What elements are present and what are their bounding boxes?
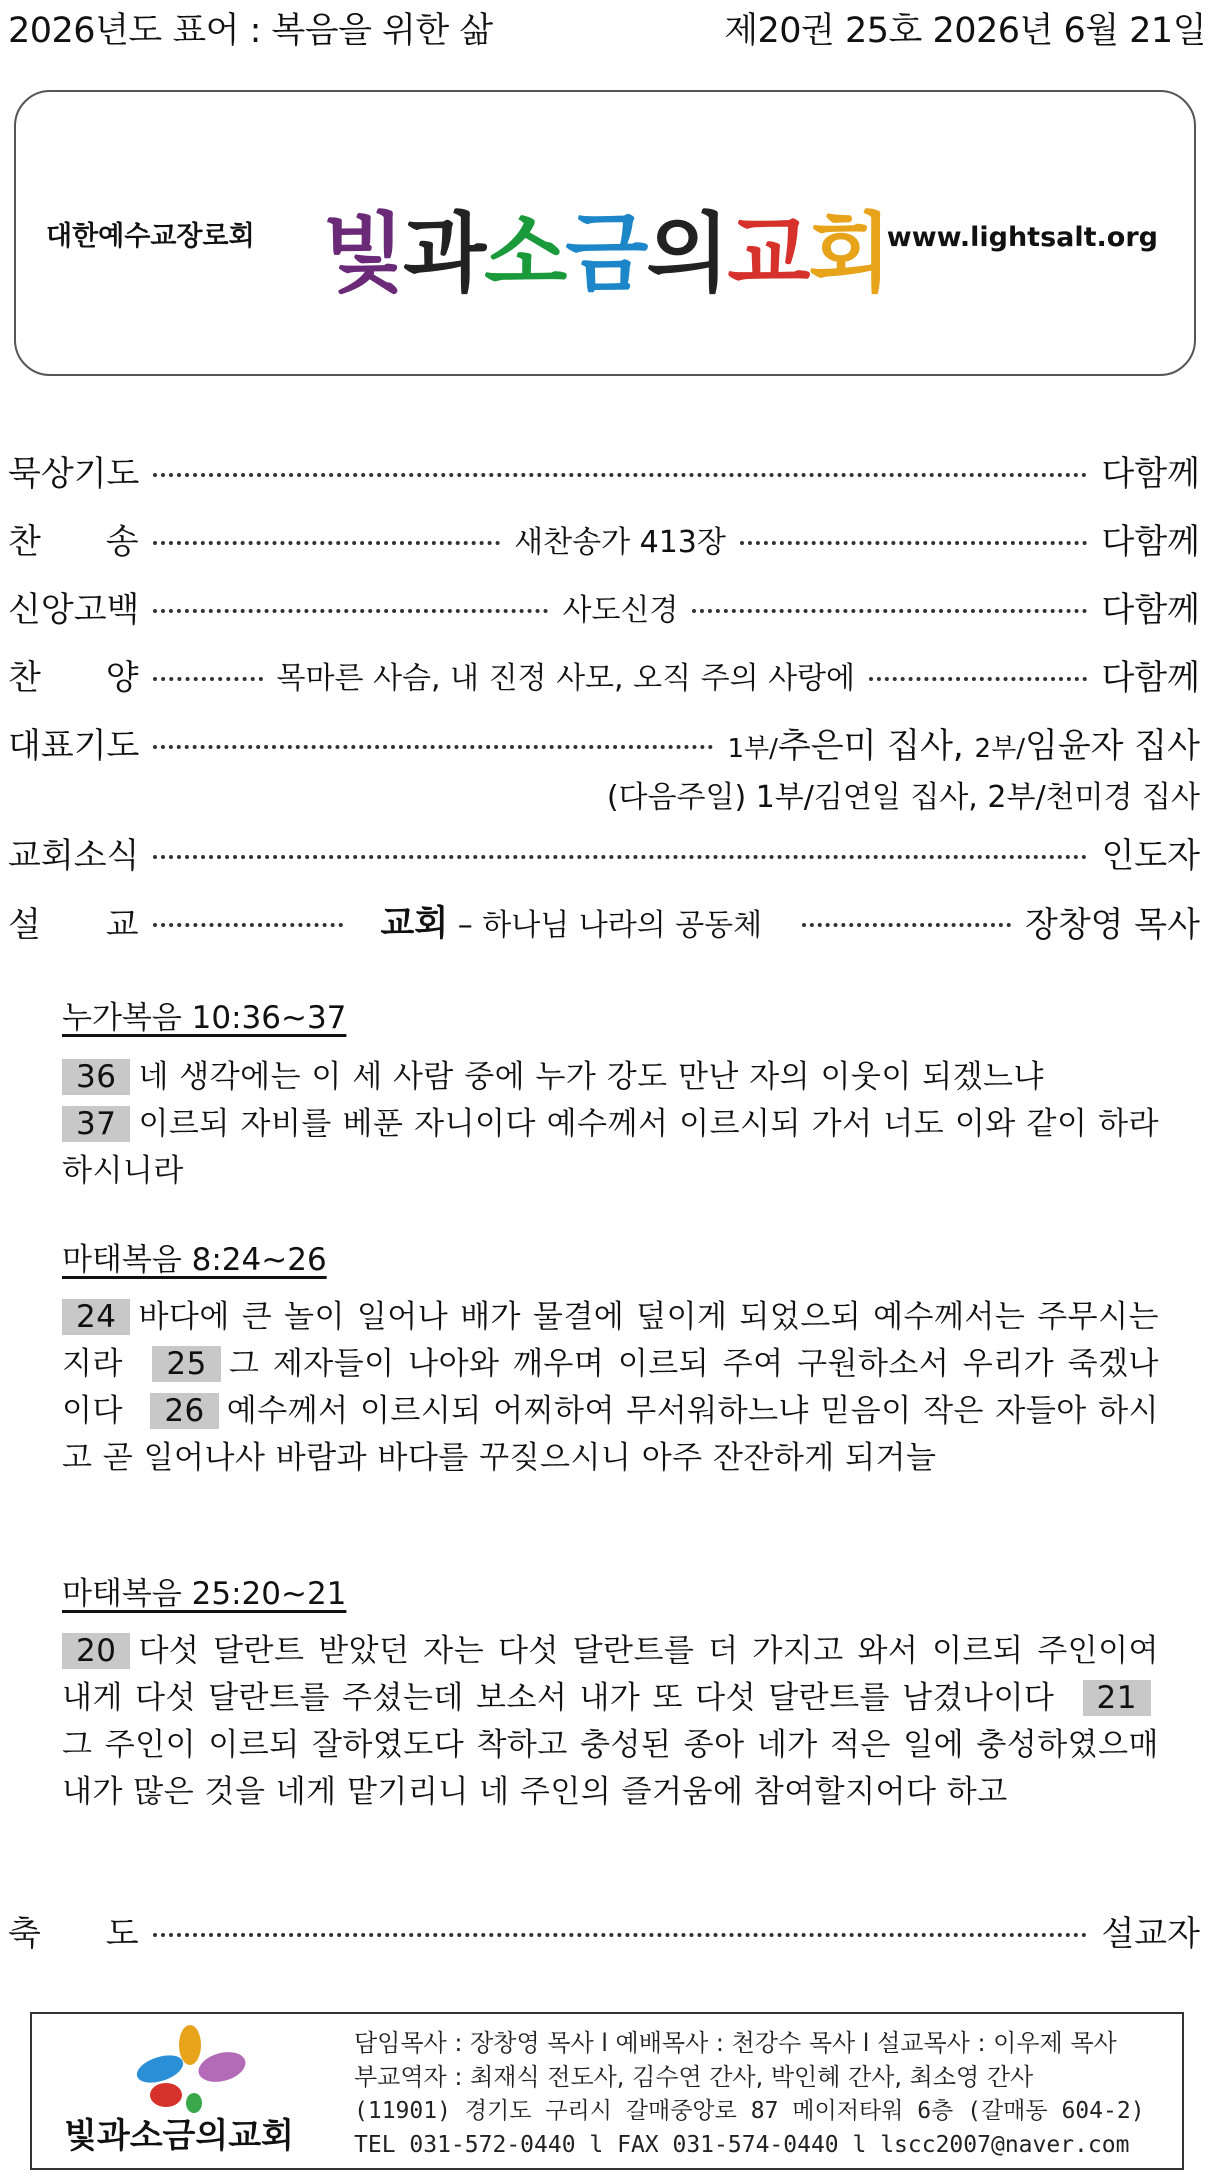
scripture-title: 누가복음 10:36~37 [62,1000,347,1036]
scripture-passage [62,1294,1159,1482]
order-label: 찬 양 [8,658,139,698]
website-link[interactable]: www.lightsalt.org [886,222,1158,253]
order-benediction [8,1906,1200,1955]
dot-leader [153,855,1087,859]
prayer-part: 1부/ [727,734,778,764]
dot-leader [802,923,1011,927]
dot-leader [153,1933,1088,1937]
order-hymn [8,514,1200,563]
dot-leader [740,541,1088,545]
denomination: 대한예수교장로회 [46,221,255,252]
prayer-name: 임윤자 집사 [1024,726,1200,766]
logo-char: 빛 [322,203,404,304]
order-content: 새찬송가 413장 [514,524,726,560]
footer-address: (11901) 경기도 구리시 갈매중앙로 87 메이저타워 6층 (갈매동 604-2) [354,2098,1145,2124]
order-leader: 다함께 [1101,590,1201,630]
dot-leader [869,677,1087,681]
order-creed [8,582,1200,631]
logo-char: 교 [727,203,809,304]
issue-info: 제20권 25호 2026년 6월 21일 [724,11,1206,51]
scripture-passage [62,1628,1159,1816]
logo-char: 소 [484,203,566,304]
order-label: 교회소식 [8,836,140,876]
prayer-part: 2부/ [974,734,1025,764]
logo-char: 과 [403,203,485,304]
order-leader: 다함께 [1101,522,1201,562]
verse-number: 24 [62,1299,130,1335]
order-label: 찬 송 [8,522,139,562]
verse-number: 25 [152,1346,220,1382]
footer-church-name: 빛과소금의교회 [64,2116,294,2156]
logo-char: 회 [808,203,890,304]
dot-leader [153,541,501,545]
dot-leader [692,609,1087,613]
verse-number: 20 [62,1633,130,1669]
flower-logo-icon [130,2025,250,2115]
prayer-name: 추은미 집사, [777,726,964,766]
order-praise [8,650,1200,699]
order-label: 묵상기도 [8,454,140,494]
logo-char: 의 [646,203,728,304]
top-line [8,2,1206,54]
sermon-title [381,896,763,946]
order-leader: 인도자 [1101,836,1200,876]
verse-number: 21 [1083,1680,1151,1716]
scripture-title: 마태복음 25:20~21 [62,1576,347,1612]
footer-contact: TEL 031-572-0440 l FAX 031-574-0440 l lscc2007@naver.com [354,2132,1130,2158]
logo-char: 금 [565,203,647,304]
sermon-subtitle: – 하나님 나라의 공동체 [457,908,763,943]
order-label: 축 도 [8,1914,139,1954]
scripture-passage [62,1054,1159,1195]
dot-leader [153,609,548,613]
dot-leader [153,923,343,927]
dot-leader [153,745,713,749]
order-content: 목마른 사슴, 내 진정 사모, 오직 주의 사랑에 [276,660,856,696]
verse-text: 예수께서 이르시되 어찌하여 무서워하느냐 믿음이 작은 자들아 하시고 곧 일어나사 바람과 바다를 꾸짖으시니 아주 잔잔하게 되거늘 [62,1393,1160,1476]
order-prayer-leaders [727,718,1200,767]
verse-number: 36 [62,1059,130,1095]
verse-text: 네 생각에는 이 세 사람 중에 누가 강도 만난 자의 이웃이 되겠느냐 [138,1059,1044,1095]
order-leader: 다함께 [1101,454,1200,494]
verse-text: 그 주인이 이르되 잘하였도다 착하고 충성된 종아 네가 적은 일에 충성하였으매 내가 많은 것을 네게 맡기리니 네 주인의 즐거움에 참여할지어다 하고 [62,1727,1159,1810]
dot-leader [153,677,263,681]
order-leader: 다함께 [1101,658,1200,698]
order-label: 설 교 [8,904,139,945]
verse-number: 37 [62,1106,130,1142]
order-content: 사도신경 [562,592,679,628]
order-news [8,828,1200,877]
footer-staff: 부교역자 : 최재식 전도사, 김수연 간사, 박인혜 간사, 최소영 간사 [354,2063,1034,2091]
dot-leader [153,473,1087,477]
footer-info [354,2026,1145,2162]
verse-text: 다섯 달란트 받았던 자는 다섯 달란트를 더 가지고 와서 이르되 주인이여 내게 다섯 달란트를 주셨는데 보소서 내가 또 다섯 달란트를 남겼나이다 [62,1633,1159,1716]
prayer-next-week: (다음주일) 1부/김연일 집사, 2부/천미경 집사 [606,780,1200,815]
footer-pastors: 담임목사 : 장창영 목사 l 예배목사 : 천강수 목사 l 설교목사 : 이우제 목사 [354,2029,1117,2057]
order-leader: 설교자 [1101,1914,1200,1954]
yearly-motto: 2026년도 표어 : 복음을 위한 삶 [8,11,493,51]
order-label: 신앙고백 [8,590,140,630]
church-logo [322,184,890,308]
verse-text: 이르되 자비를 베푼 자니이다 예수께서 이르시되 가서 너도 이와 같이 하라 하시니라 [62,1106,1159,1189]
scripture-title: 마태복음 8:24~26 [62,1242,327,1278]
verse-text: 바다에 큰 놀이 일어나 배가 물결에 덮이게 되었으되 예수께서는 주무시는지라 [62,1299,1159,1382]
order-label: 대표기도 [8,726,140,766]
order-prayer [8,718,1200,767]
order-sermon [8,896,1200,946]
order-silent-prayer [8,446,1200,495]
order-leader: 장창영 목사 [1024,904,1200,945]
sermon-title-main: 교회 [380,904,449,944]
verse-text: 그 제자들이 나아와 깨우며 이르되 주여 구원하소서 우리가 죽겠나이다 [62,1346,1159,1429]
verse-number: 26 [150,1393,218,1429]
